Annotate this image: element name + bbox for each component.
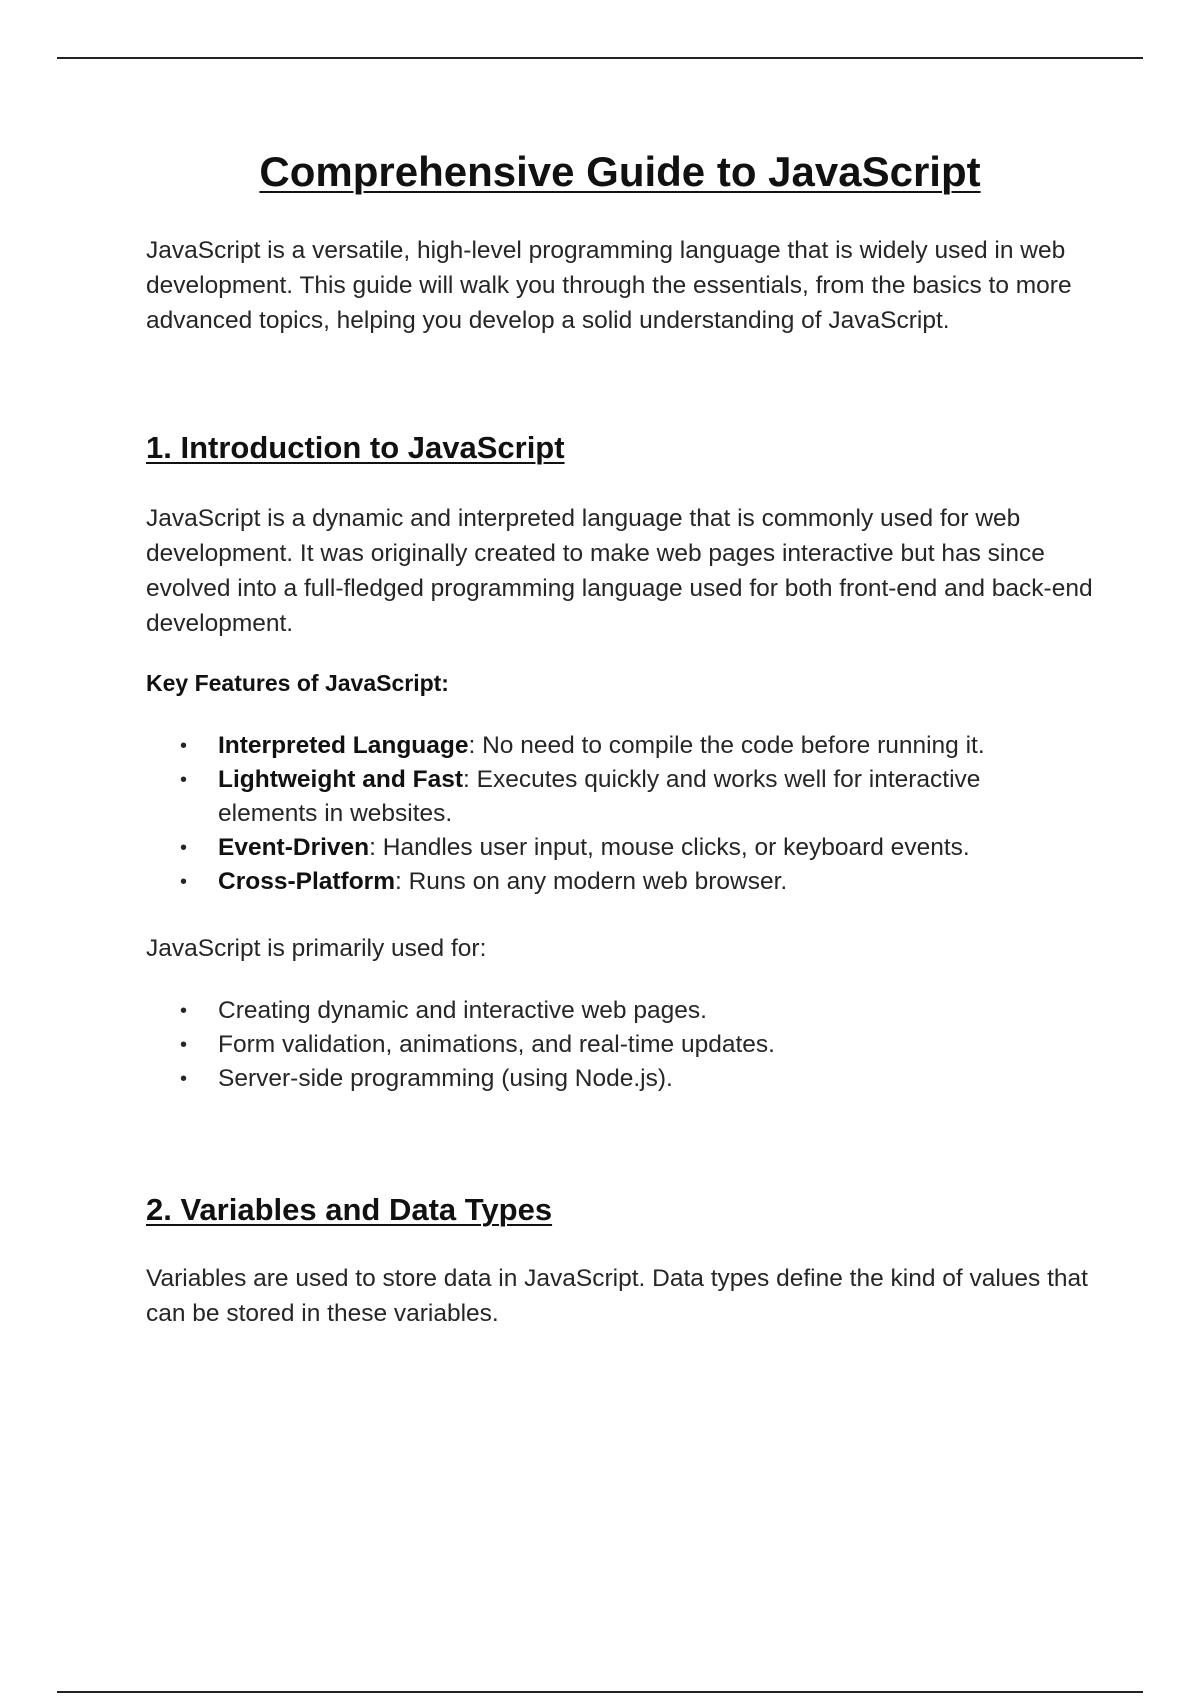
page-title: Comprehensive Guide to JavaScript (259, 148, 981, 195)
list-item (146, 994, 1066, 1028)
feature-term: Interpreted Language (218, 732, 469, 759)
header-rule (57, 57, 1143, 59)
list-item (146, 763, 1066, 831)
key-features-list (146, 729, 1066, 899)
bullet-icon: • (180, 871, 188, 893)
list-item (146, 1028, 1066, 1062)
list-item (146, 865, 1066, 899)
uses-label: JavaScript is primarily used for: (146, 935, 487, 962)
bullet-icon: • (180, 1034, 188, 1056)
section-heading-introduction: 1. Introduction to JavaScript (146, 430, 565, 465)
section-heading-variables: 2. Variables and Data Types (146, 1192, 553, 1227)
variables-paragraph: Variables are used to store data in JavaScript. Data types define the kind of values that can be stored in these variables. (146, 1265, 1088, 1327)
bullet-icon: • (180, 769, 188, 791)
feature-description: : Executes quickly and works well for interactive elements in websites. (218, 766, 981, 827)
introduction-paragraph: JavaScript is a dynamic and interpreted language that is commonly used for web development. It was originally created to make web pages interactive but has since evolved into a full-fledged programming language used for both front-end and back-end development. (146, 505, 1093, 637)
feature-term: Event-Driven (218, 834, 370, 861)
use-text: Server-side programming (using Node.js). (218, 1065, 673, 1092)
use-text: Creating dynamic and interactive web pages. (218, 997, 707, 1024)
bullet-icon: • (180, 837, 188, 859)
list-item (146, 1062, 1066, 1096)
list-item (146, 729, 1066, 763)
bullet-icon: • (180, 735, 188, 757)
footer-rule (57, 1691, 1143, 1693)
bullet-icon: • (180, 1000, 188, 1022)
feature-description: : No need to compile the code before running it. (468, 732, 985, 759)
bullet-icon: • (180, 1068, 188, 1090)
intro-paragraph: JavaScript is a versatile, high-level programming language that is widely used in web development. This guide will walk you through the essentials, from the basics to more advanced topics, helping you develop a solid understanding of JavaScript. (146, 237, 1072, 334)
feature-term: Lightweight and Fast (218, 766, 463, 793)
key-features-label: Key Features of JavaScript: (146, 670, 449, 696)
feature-description: : Handles user input, mouse clicks, or keyboard events. (369, 834, 970, 861)
uses-list (146, 994, 1066, 1096)
feature-term: Cross-Platform (218, 868, 395, 895)
use-text: Form validation, animations, and real-time updates. (218, 1031, 775, 1058)
list-item (146, 831, 1066, 865)
feature-description: : Runs on any modern web browser. (394, 868, 788, 895)
